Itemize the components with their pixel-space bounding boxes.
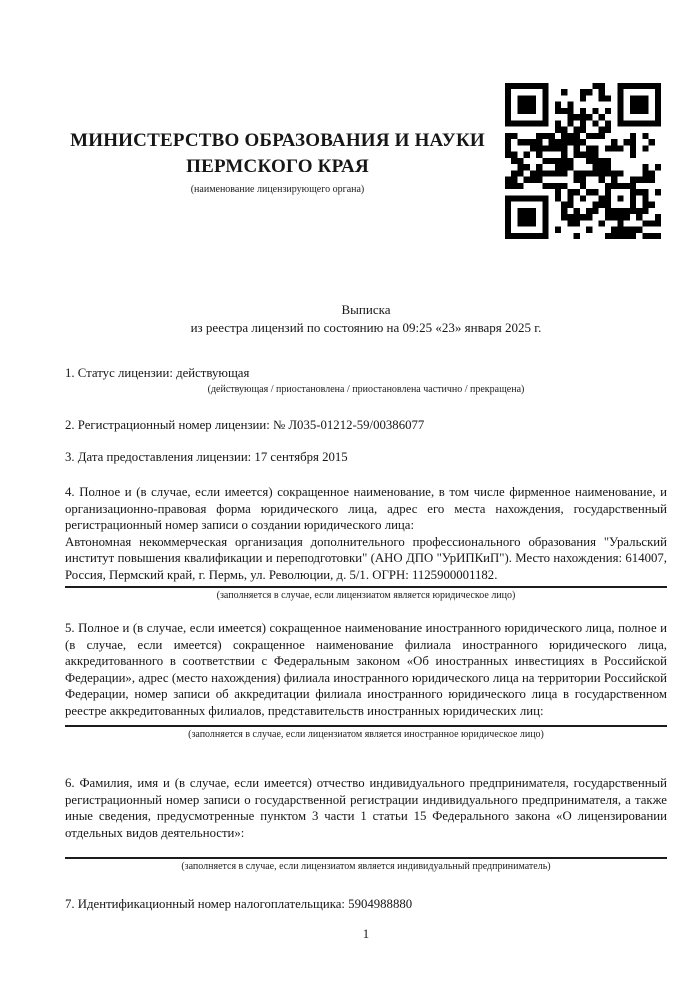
taxpayer-id-text: 7. Идентификационный номер налогоплательщика: 5904988880 [65, 897, 413, 911]
fill-in-line [65, 725, 667, 727]
item-entrepreneur [65, 775, 667, 873]
foreign-entity-label: 5. Полное и (в случае, если имеется) сокращенное наименование иностранного юридического лица, полное и (в случае, если имеется) сокращенное наименование филиала иностранного юридического лица, аккредитованного в соответствии с Федеральным законом «Об иностранных инвестициях в Российской Федерации», адрес (место нахождения) филиала иностранного юридического лица на территории Российской Федерации, номер записи об аккредитации филиала иностранного юридического лица в государственном реестре аккредитованных филиалов, представительств иностранных юридических лиц: [65, 621, 667, 718]
item-legal-entity [65, 484, 667, 602]
fill-in-line [65, 857, 667, 859]
ministry-name-line2: ПЕРМСКОГО КРАЯ [186, 156, 369, 177]
grant-date-text: 3. Дата предоставления лицензии: 17 сентября 2015 [65, 450, 348, 464]
foreign-entity-caption: (заполняется в случае, если лицензиатом является иностранное юридическое лицо) [188, 728, 544, 740]
document-title-line2: из реестра лицензий по состоянию на 09:25 «23» января 2025 г. [190, 319, 542, 335]
document-title-line1: Выписка [341, 302, 391, 317]
legal-entity-value: Автономная некоммерческая организация дополнительного профессионального образования "Уральский институт повышения квалификации и переподготовки" (АНО ДПО "УрИПКиП"). Место нахождения: 614007, Россия, Пермский край, г. Пермь, ул. Революции, д. 5/1. ОГРН: 1125900001182. [65, 534, 667, 582]
item-registration-number [65, 417, 667, 434]
licensing-authority-header [65, 128, 490, 195]
qr-code-icon [505, 83, 661, 239]
registration-number-text: 2. Регистрационный номер лицензии: № Л035-01212-59/00386077 [65, 418, 425, 432]
entrepreneur-caption: (заполняется в случае, если лицензиатом является индивидуальный предприниматель) [181, 861, 551, 873]
license-status-text: 1. Статус лицензии: действующая [65, 366, 250, 380]
license-status-caption: (действующая / приостановлена / приостановлена частично / прекращена) [207, 383, 525, 395]
entrepreneur-label: 6. Фамилия, имя и (в случае, если имеется) отчество индивидуального предпринимателя, государственный регистрационный номер записи о государственной регистрации индивидуального предпринимателя, а также иные сведения, предусмотренные пунктом 3 части 1 статьи 15 Федерального закона «О лицензировании отдельных видов деятельности»: [65, 776, 667, 840]
legal-entity-caption: (заполняется в случае, если лицензиатом является юридическое лицо) [216, 589, 516, 601]
item-license-status [65, 365, 667, 396]
legal-entity-label: 4. Полное и (в случае, если имеется) сокращенное наименование, в том числе фирменное наименование, и организационно-правовая форма юридического лица, адрес его места нахождения, государственный регистрационный номер записи о создании юридического лица: [65, 485, 667, 533]
item-taxpayer-id [65, 896, 667, 913]
fill-in-line [65, 586, 667, 588]
ministry-name-line1: МИНИСТЕРСТВО ОБРАЗОВАНИЯ И НАУКИ [70, 130, 485, 151]
page-number: 1 [362, 927, 370, 941]
item-grant-date [65, 449, 667, 466]
document-title [65, 301, 667, 336]
ministry-name-caption: (наименование лицензирующего органа) [190, 184, 365, 195]
item-foreign-entity [65, 620, 667, 741]
